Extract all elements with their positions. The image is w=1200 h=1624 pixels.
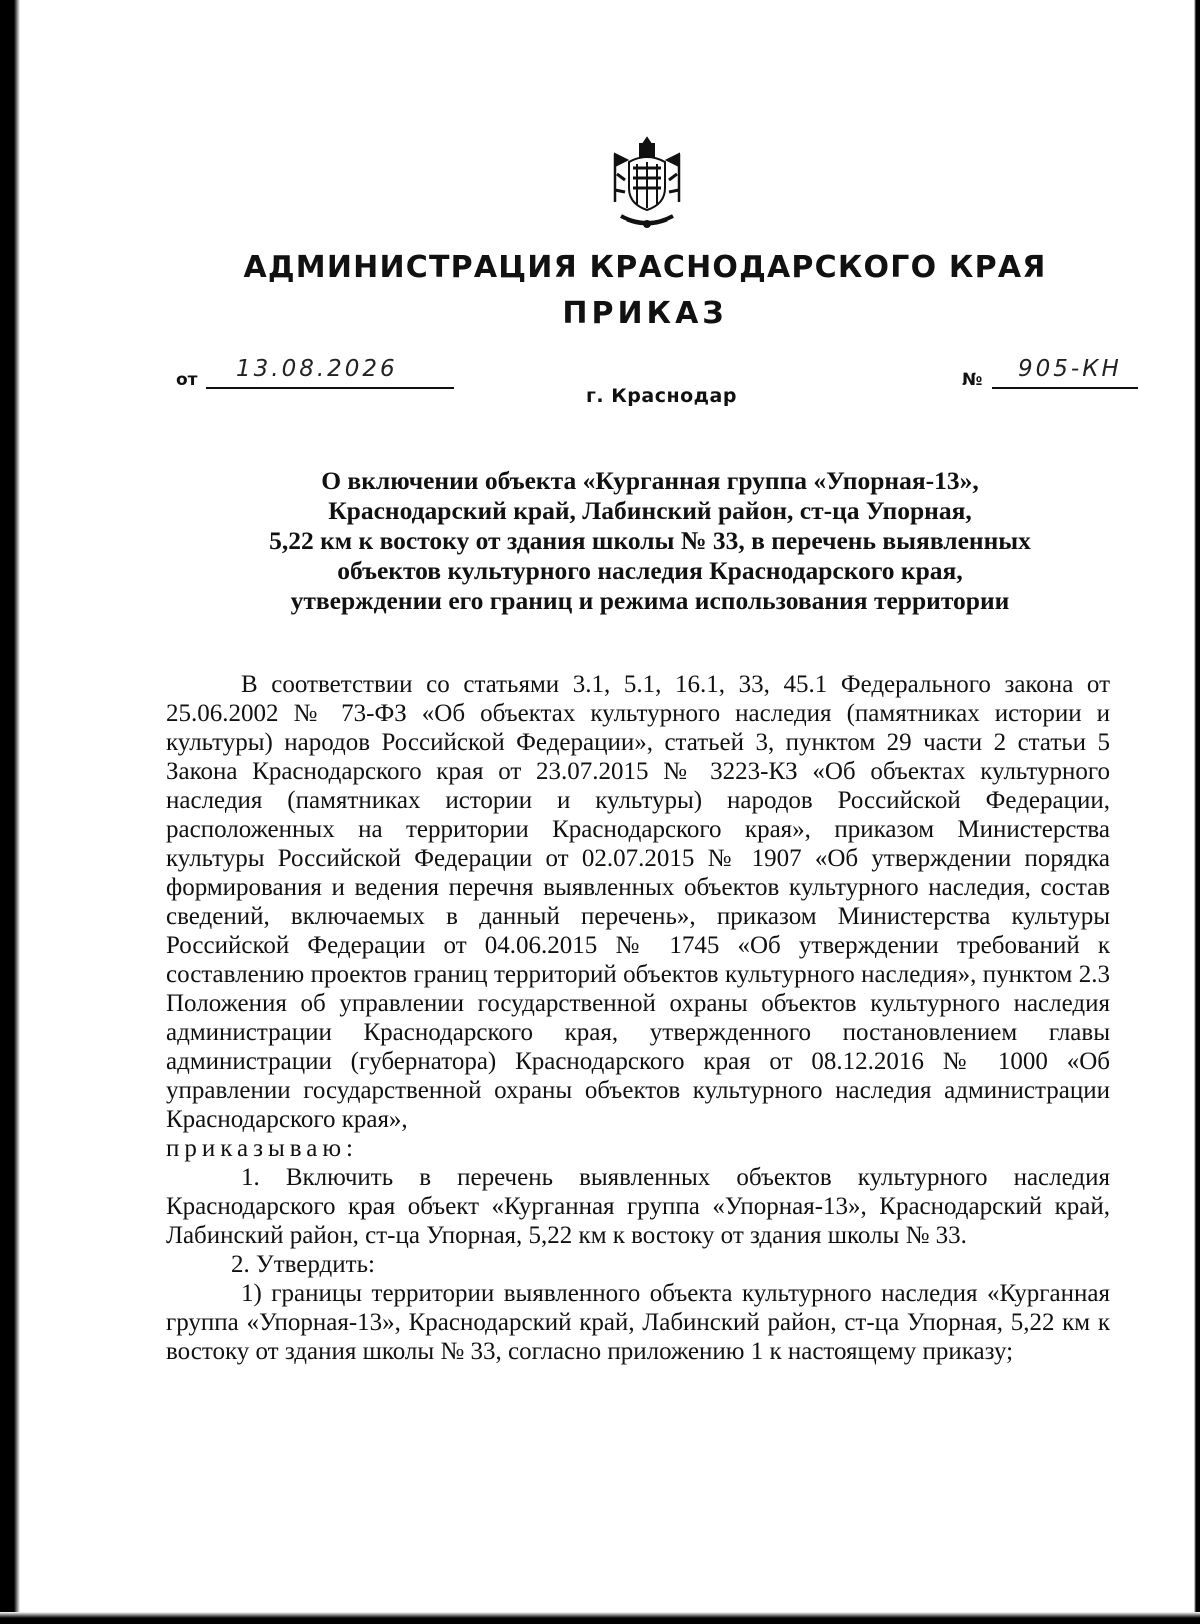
- subject-line: Краснодарский край, Лабинский район, ст-ца Упорная,: [328, 496, 972, 525]
- handwritten-date: 13.08.2026: [236, 356, 398, 382]
- document-body: [166, 670, 1110, 1366]
- subject-line: объектов культурного наследия Краснодарского края,: [337, 556, 963, 585]
- coat-of-arms-emblem: [607, 134, 687, 230]
- city: г. Краснодар: [586, 385, 737, 407]
- organization-title: АДМИНИСТРАЦИЯ КРАСНОДАРСКОГО КРАЯ: [243, 250, 1047, 285]
- scan-edge-right: [1194, 0, 1200, 1624]
- number-label: №: [962, 370, 983, 390]
- date-label: от: [176, 370, 198, 390]
- item-1-paragraph: 1. Включить в перечень выявленных объектов культурного наследия Краснодарского края объект «Курганная группа «Упорная-13», Краснодарский край, Лабинский район, ст-ца Упорная, 5,22 км к востоку от здания школы № 33.: [166, 1164, 1110, 1249]
- item-2-1-paragraph: 1) границы территории выявленного объекта культурного наследия «Курганная группа «Упорная-13», Краснодарский край, Лабинский район, ст-ца Упорная, 5,22 км к востоку от здания школы № 33, согласно приложению 1 к настоящему приказу;: [166, 1280, 1110, 1365]
- scan-edge-bottom: [0, 1612, 1200, 1624]
- scan-edge-left: [0, 0, 20, 1624]
- preamble-paragraph: В соответствии со статьями 3.1, 5.1, 16.1, 33, 45.1 Федерального закона от 25.06.2002 № 73-ФЗ «Об объектах культурного наследия (памятниках истории и культуры) народов Российской Федерации», статьей 3, пунктом 29 части 2 статьи 5 Закона Краснодарского края от 23.07.2015 № 3223-КЗ «Об объектах культурного наследия (памятниках истории и культуры) народов Российской Федерации, расположенных на территории Краснодарского края», приказом Министерства культуры Российской Федерации от 02.07.2015 № 1907 «Об утверждении порядка формирования и ведения перечня выявленных объектов культурного наследия, состав сведений, включаемых в данный перечень», приказом Министерства культуры Российской Федерации от 04.06.2015 № 1745 «Об утверждении требований к составлению проектов границ территорий объектов культурного наследия», пунктом 2.3 Положения об управлении государственной охраны объектов культурного наследия администрации Краснодарского края, утвержденного постановлением главы администрации (губернатора) Краснодарского края от 08.12.2016 № 1000 «Об управлении государственной охраны объектов культурного наследия администрации Краснодарского края»,: [166, 671, 1110, 1133]
- item-2-heading: 2. Утвердить:: [231, 1251, 375, 1278]
- subject-line: О включении объекта «Курганная группа «Упорная-13»,: [321, 466, 979, 495]
- number-underline: [992, 387, 1138, 389]
- order-word: приказываю:: [166, 1135, 358, 1162]
- date-underline: [206, 387, 454, 389]
- document-type: ПРИКАЗ: [562, 296, 728, 331]
- subject-line: 5,22 км к востоку от здания школы № 33, в перечень выявленных: [269, 526, 1031, 555]
- handwritten-number: 905-КН: [1018, 356, 1122, 382]
- subject-line: утверждении его границ и режима использования территории: [290, 586, 1010, 615]
- document-subject: [210, 466, 1090, 616]
